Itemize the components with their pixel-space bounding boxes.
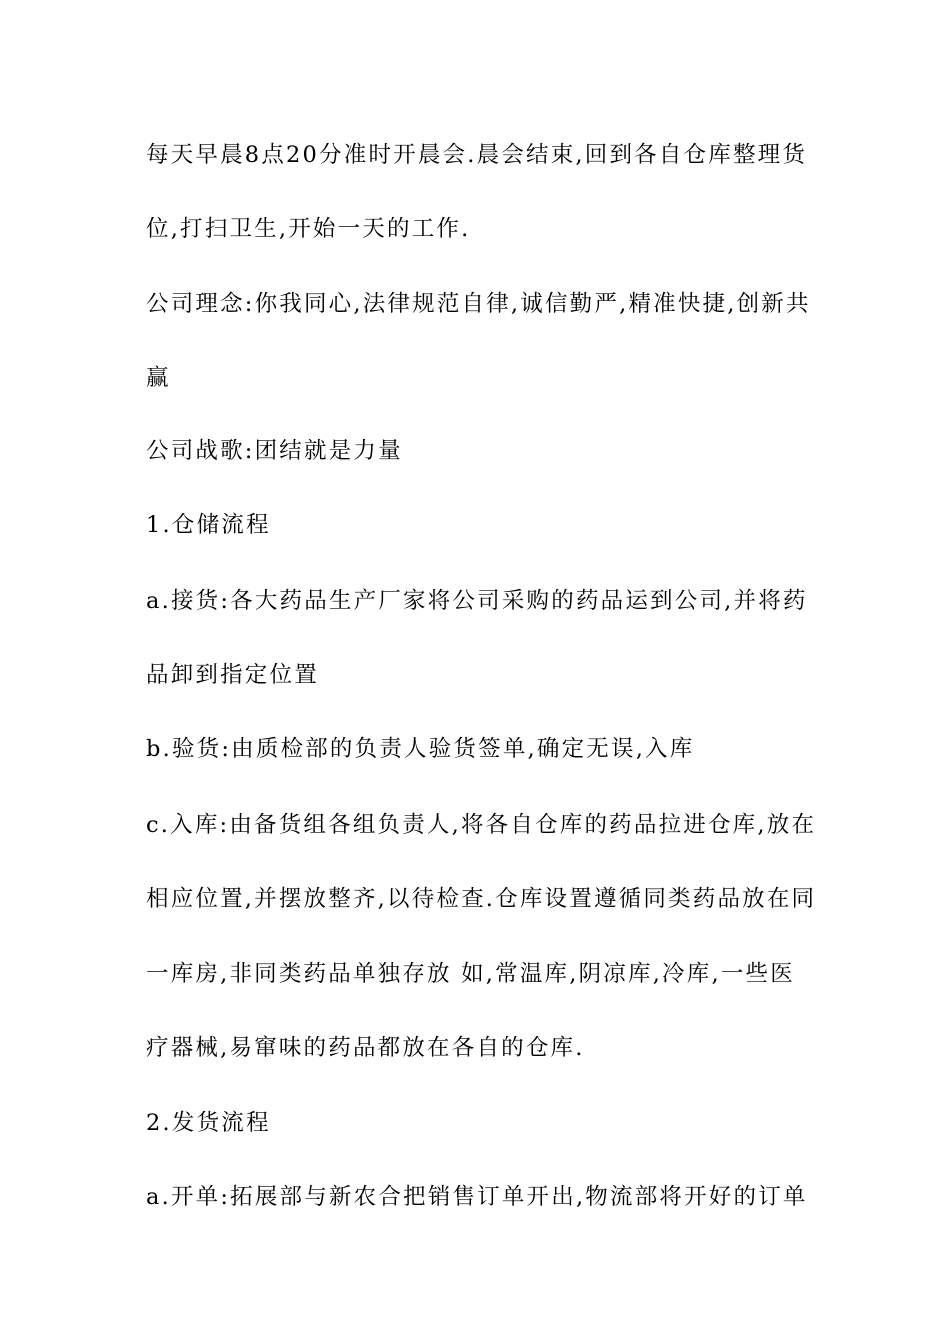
text-line: c.入库:由备货组各组负责人,将各自仓库的药品拉进仓库,放在	[146, 812, 817, 838]
text-line: 疗器械,易窜味的药品都放在各自的仓库.	[146, 1035, 585, 1061]
text-line: b.验货:由质检部的负责人验货签单,确定无误,入库	[146, 736, 695, 762]
section-heading: 2.发货流程	[146, 1110, 271, 1136]
section-heading: 1.仓储流程	[146, 512, 271, 538]
text-line: 公司理念:你我同心,法律规范自律,诚信勤严,精准快捷,创新共	[146, 291, 811, 317]
text-line: 品卸到指定位置	[146, 662, 319, 688]
text-line: 一库房,非同类药品单独存放 如,常温库,阴凉库,冷库,一些医	[146, 961, 795, 987]
text-line: a.接货:各大药品生产厂家将公司采购的药品运到公司,并将药	[146, 588, 808, 614]
text-line: 赢	[146, 365, 171, 391]
text-line: 位,打扫卫生,开始一天的工作.	[146, 216, 471, 242]
text-line: a.开单:拓展部与新农合把销售订单开出,物流部将开好的订单	[146, 1184, 808, 1210]
text-line: 每天早晨8点20分准时开晨会.晨会结束,回到各自仓库整理货	[146, 142, 808, 168]
text-line: 公司战歌:团结就是力量	[146, 438, 403, 464]
text-line: 相应位置,并摆放整齐,以待检查.仓库设置遵循同类药品放在同	[146, 886, 817, 912]
